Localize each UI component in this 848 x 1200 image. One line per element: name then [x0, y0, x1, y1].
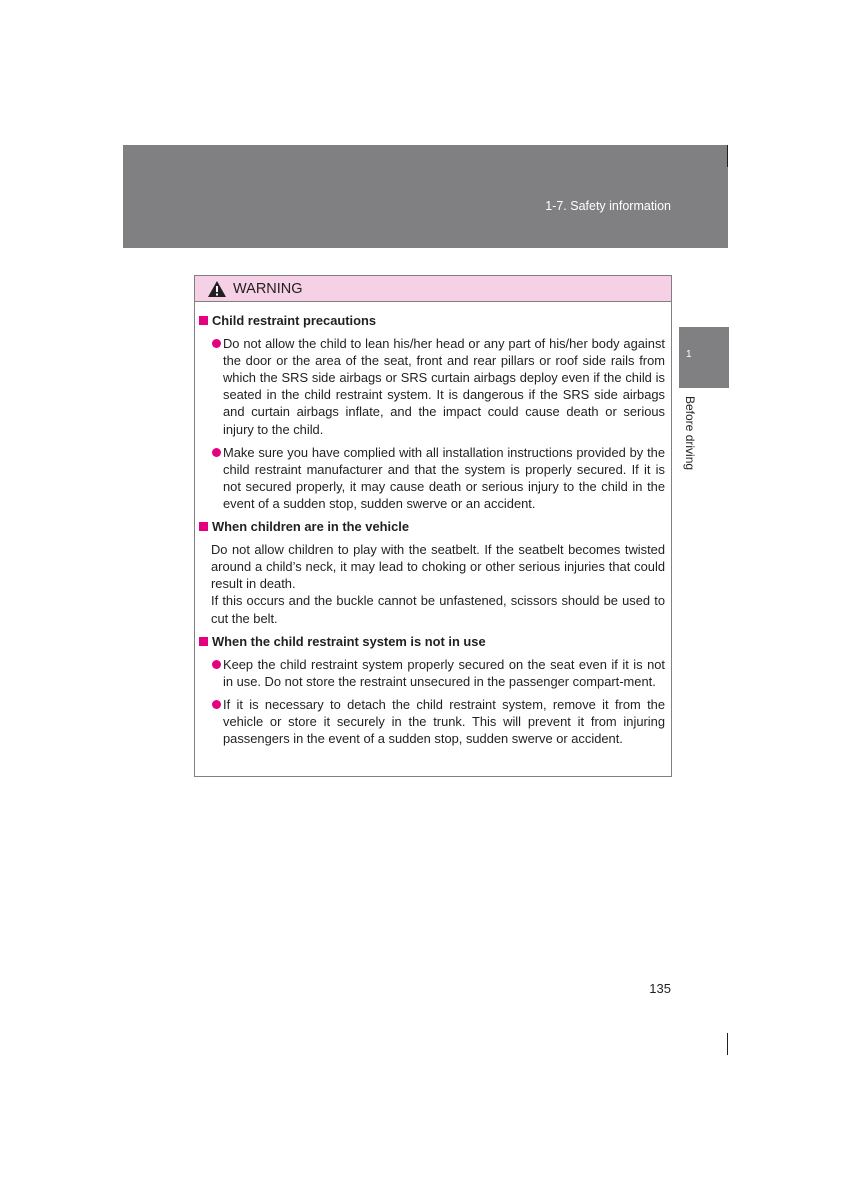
paragraph: Do not allow children to play with the seatbelt. If the seatbelt becomes twisted around a child’s neck, it may lead to choking or other serious injuries that could result in death. [211, 542, 665, 592]
crop-mark-top [727, 145, 728, 167]
list-item [199, 656, 665, 690]
list-item [199, 444, 665, 512]
warning-body [195, 302, 671, 747]
warning-box [194, 275, 672, 777]
section-heading [199, 312, 665, 329]
section-heading-text: When the child restraint system is not in use [212, 633, 486, 649]
section-title: 1-7. Safety information [545, 199, 671, 213]
page-number: 135 [649, 981, 671, 996]
paragraph-block [199, 541, 665, 626]
list-item [199, 696, 665, 747]
section-heading-text: When children are in the vehicle [212, 519, 409, 535]
round-bullet-icon [212, 448, 221, 457]
list-item-text: Keep the child restraint system properly secured on the seat even if it is not in use. Do not store the restraint unsecured in the passenger compart-ment. [223, 656, 665, 689]
chapter-label: Before driving [683, 396, 697, 471]
list-item-text: Do not allow the child to lean his/her head or any part of his/her body against the door or the area of the seat, front and rear pillars or roof side rails from which the SRS side airbags or SRS curtain airbags deploy even if the child is seated in the child restraint system. It is dangerous if the SRS side airbags and curtain airbags inflate, and the impact could cause death or serious injury to the child. [223, 336, 665, 437]
section-heading [199, 633, 665, 650]
round-bullet-icon [212, 700, 221, 709]
chapter-tab [679, 327, 729, 388]
round-bullet-icon [212, 339, 221, 348]
square-bullet-icon [199, 637, 208, 646]
list-item [199, 335, 665, 438]
round-bullet-icon [212, 660, 221, 669]
chapter-number: 1 [686, 349, 692, 360]
list-item-text: If it is necessary to detach the child restraint system, remove it from the vehicle or store it securely in the trunk. This will prevent it from injuring passengers in the event of a sudden stop, sudden swerve or accident. [223, 696, 665, 747]
header-band [123, 145, 728, 248]
crop-mark-bottom [727, 1033, 728, 1055]
list-item-text: Make sure you have complied with all installation instructions provided by the child restraint manufacturer and that the system is properly secured. If it is not secured properly, it may cause death or serious injury to the child in the event of a sudden stop, sudden swerve or an accident. [223, 444, 665, 511]
section-heading-text: Child restraint precautions [212, 313, 377, 328]
section-heading [199, 518, 665, 535]
square-bullet-icon [199, 316, 208, 325]
warning-triangle-icon [207, 280, 227, 298]
warning-title: WARNING [233, 280, 303, 297]
warning-header [195, 276, 671, 302]
square-bullet-icon [199, 522, 208, 531]
paragraph: If this occurs and the buckle cannot be unfastened, scissors should be used to cut the belt. [211, 593, 665, 626]
